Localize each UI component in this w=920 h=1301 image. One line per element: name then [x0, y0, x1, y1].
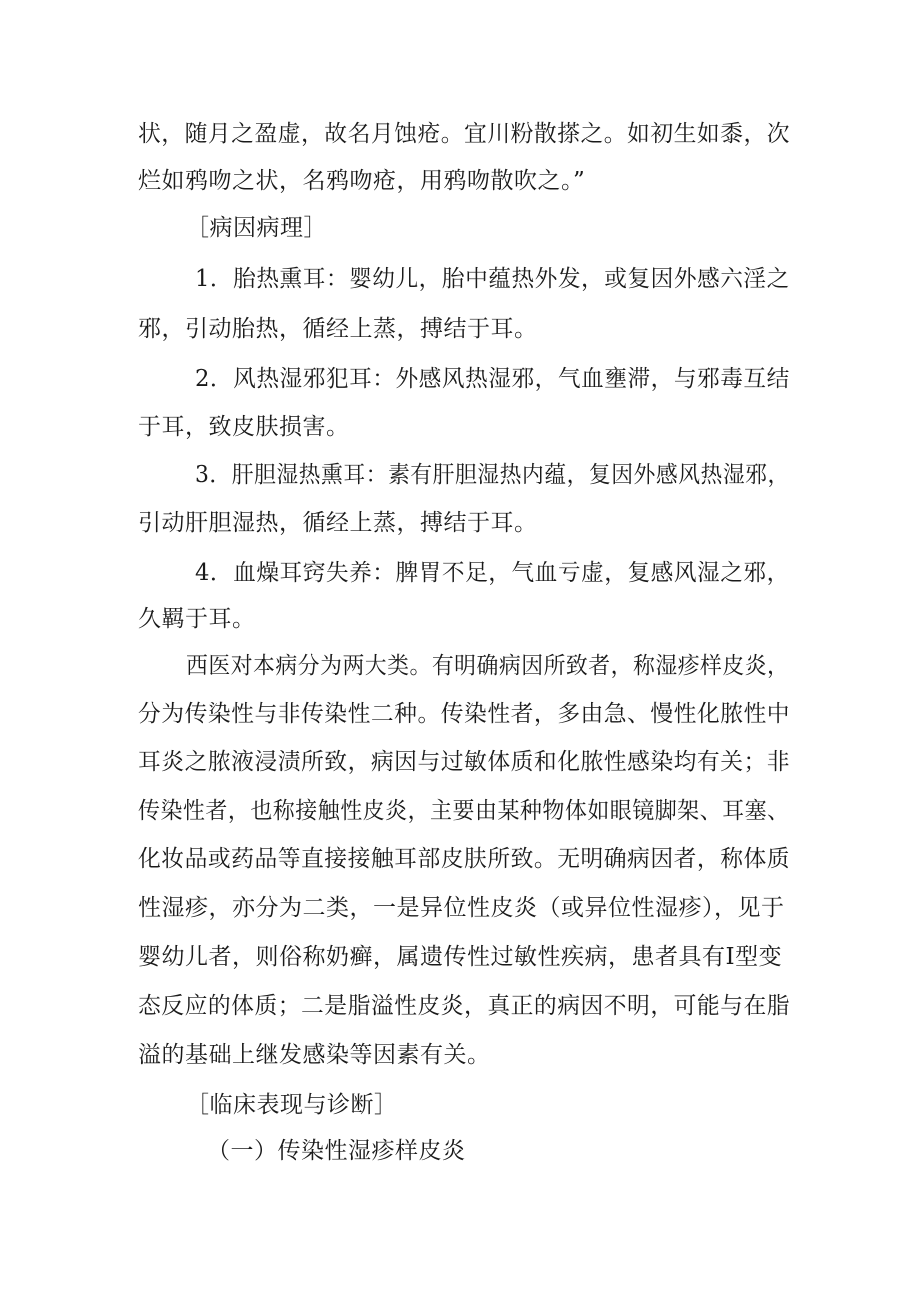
section-heading-clinical: ［临床表现与诊断］: [186, 1092, 398, 1118]
paragraph-line: 婴幼儿者，则俗称奶癣，属遗传性过敏性疾病，患者具有Ⅰ型变: [138, 944, 783, 970]
paragraph-line: 西医对本病分为两大类。有明确病因所致者，称湿疹样皮炎，: [186, 653, 790, 679]
paragraph-line: 溢的基础上继发感染等因素有关。: [138, 1042, 491, 1068]
list-item-2: 2．风热湿邪犯耳：外感风热湿邪，气血壅滞，与邪毒互结: [195, 366, 790, 392]
paragraph-line: 分为传染性与非传染性二种。传染性者，多由急、慢性化脓性中: [138, 701, 791, 727]
paragraph-line: 久羁于耳。: [138, 606, 256, 632]
paragraph-line: 烂如鸦吻之状，名鸦吻疮，用鸦吻散吹之。”: [138, 168, 586, 194]
paragraph-line: 状，随月之盈虚，故名月蚀疮。宜川粉散搽之。如初生如黍，次: [138, 121, 791, 147]
paragraph-line: 性湿疹，亦分为二类，一是异位性皮炎（或异位性湿疹），见于: [138, 895, 785, 921]
list-item-1: 1．胎热熏耳：婴幼儿，胎中蕴热外发，或复因外感六淫之: [195, 266, 790, 292]
paragraph-line: 化妆品或药品等直接接触耳部皮肤所致。无明确病因者，称体质: [138, 846, 791, 872]
list-item-3: 3．肝胆湿热熏耳：素有肝胆湿热内蕴，复因外感风热湿邪，: [195, 462, 790, 488]
paragraph-line: 态反应的体质；二是脂溢性皮炎，真正的病因不明，可能与在脂: [138, 993, 791, 1019]
subsection-heading: （一）传染性湿疹样皮炎: [207, 1138, 466, 1164]
paragraph-line: 于耳，致皮肤损害。: [138, 414, 350, 440]
section-heading-etiology: ［病因病理］: [186, 215, 327, 241]
paragraph-line: 耳炎之脓液浸渍所致，病因与过敏体质和化脓性感染均有关；非: [138, 749, 791, 775]
list-item-4: 4．血燥耳窍失养：脾胃不足，气血亏虚，复感风湿之邪，: [195, 560, 790, 586]
paragraph-line: 传染性者，也称接触性皮炎，主要由某种物体如眼镜脚架、耳塞、: [138, 798, 790, 824]
paragraph-line: 引动肝胆湿热，循经上蒸，搏结于耳。: [138, 510, 538, 536]
paragraph-line: 邪，引动胎热，循经上蒸，搏结于耳。: [138, 316, 538, 342]
